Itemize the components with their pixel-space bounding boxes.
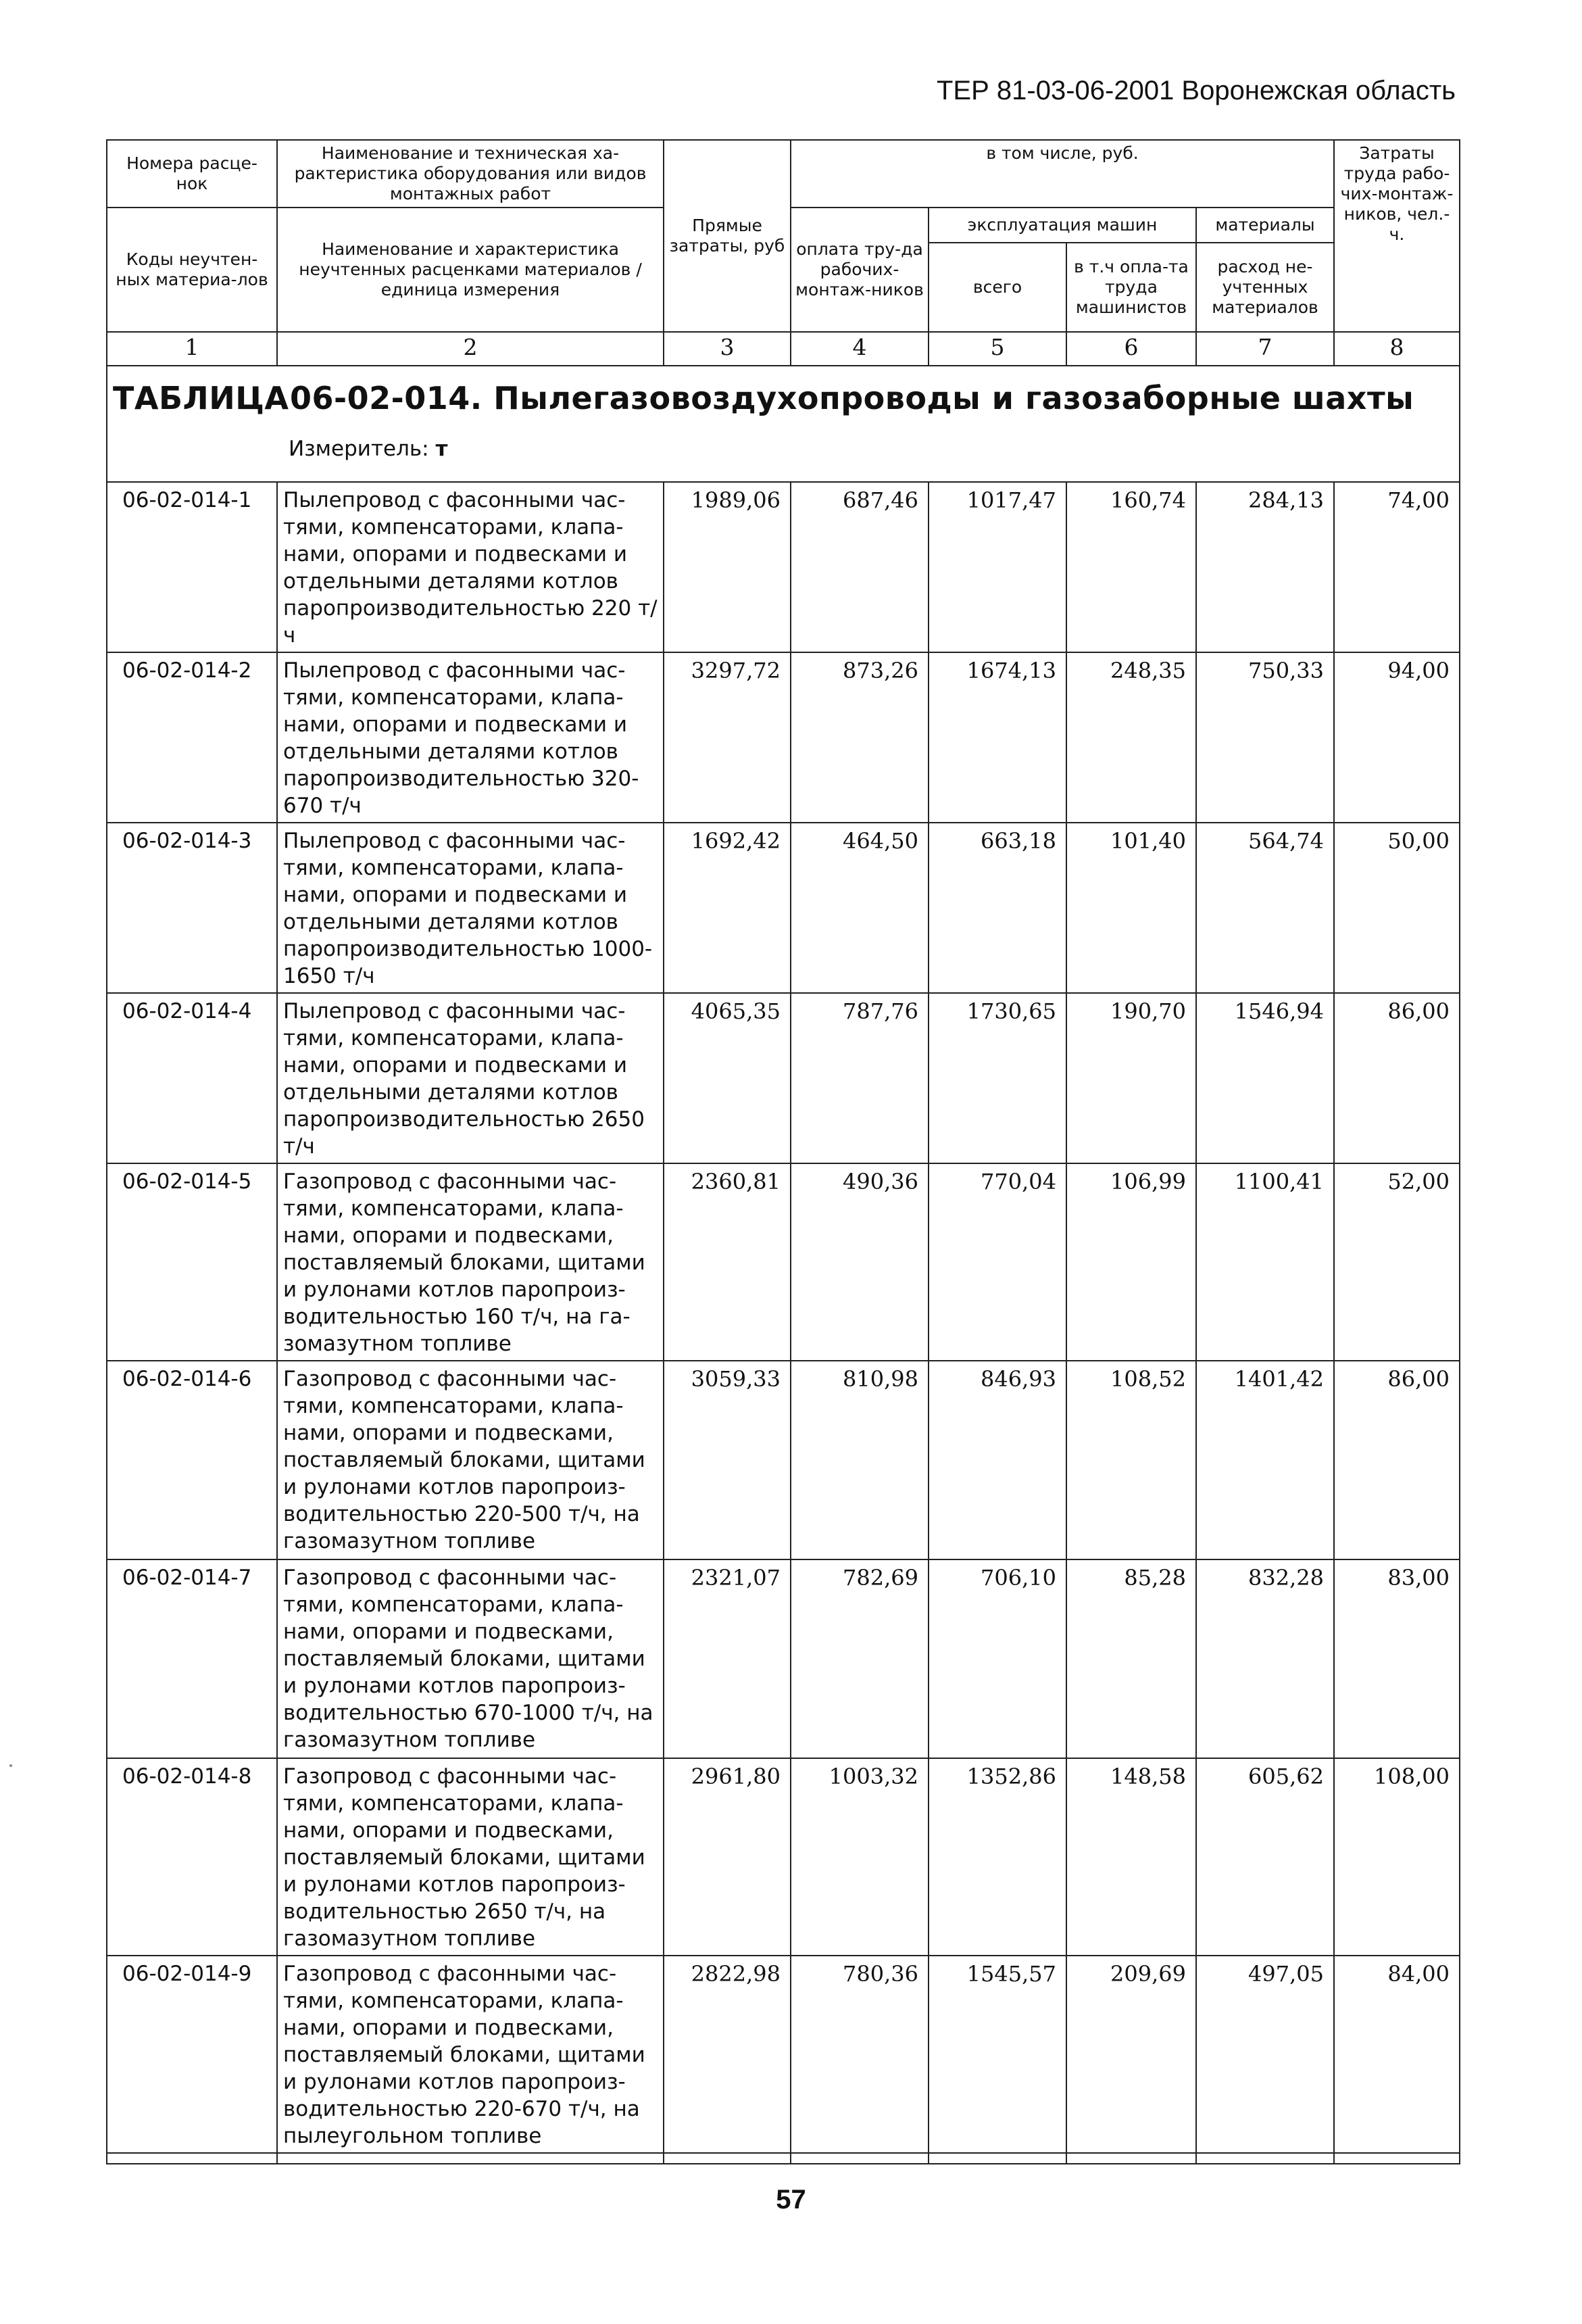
measurement-unit	[289, 437, 447, 461]
spacer-cell	[107, 2153, 277, 2164]
work-description: Пылепровод с фасонными час-тями, компенсаторами, клапа-нами, опорами и подвесками и отдельными деталями котлов паропроизводительностью 2650 т/ч	[277, 993, 664, 1163]
labor-hours-value: 108,00	[1334, 1758, 1460, 1956]
rate-code: 06-02-014-9	[107, 1956, 277, 2153]
column-number: 3	[664, 332, 791, 366]
rate-code: 06-02-014-6	[107, 1361, 277, 1559]
worker-pay-value: 780,36	[791, 1956, 929, 2153]
machinist-pay-value: 248,35	[1066, 652, 1196, 823]
column-number: 2	[277, 332, 664, 366]
meter-label: Измеритель:	[289, 437, 429, 461]
scan-speck	[9, 1764, 12, 1767]
labor-hours-value: 94,00	[1334, 652, 1460, 823]
header-labor-hours: Затраты труда рабо-чих-монтаж-ников, чел.-ч.	[1334, 140, 1460, 332]
direct-costs-value: 1692,42	[664, 823, 791, 993]
column-number: 7	[1196, 332, 1334, 366]
labor-hours-value: 50,00	[1334, 823, 1460, 993]
machinist-pay-value: 190,70	[1066, 993, 1196, 1163]
machines-total-value: 1674,13	[929, 652, 1066, 823]
machines-total-value: 770,04	[929, 1163, 1066, 1361]
page-number: 57	[776, 2185, 806, 2214]
materials-value: 832,28	[1196, 1559, 1334, 1758]
header-unaccounted-materials: расход не-учтенных материалов	[1196, 243, 1334, 332]
table-title-label: ТАБЛИЦА	[113, 380, 289, 416]
worker-pay-value: 782,69	[791, 1559, 929, 1758]
machines-total-value: 1730,65	[929, 993, 1066, 1163]
rate-code: 06-02-014-1	[107, 482, 277, 652]
worker-pay-value: 873,26	[791, 652, 929, 823]
machinist-pay-value: 108,52	[1066, 1361, 1196, 1559]
meter-unit: т	[435, 437, 448, 461]
direct-costs-value: 2360,81	[664, 1163, 791, 1361]
header-machines-total: всего	[929, 243, 1066, 332]
machines-total-value: 1352,86	[929, 1758, 1066, 1956]
spacer-cell	[1066, 2153, 1196, 2164]
direct-costs-value: 3297,72	[664, 652, 791, 823]
work-description: Газопровод с фасонными час-тями, компенсаторами, клапа-нами, опорами и подвесками, поставляемый блоками, щитами и рулонами котлов паропроиз-водительностью 160 т/ч, на га-зомазутном топливе	[277, 1163, 664, 1361]
table-row	[107, 1559, 1460, 1758]
spacer-cell	[664, 2153, 791, 2164]
materials-value: 284,13	[1196, 482, 1334, 652]
labor-hours-value: 84,00	[1334, 1956, 1460, 2153]
worker-pay-value: 787,76	[791, 993, 929, 1163]
rate-code: 06-02-014-8	[107, 1758, 277, 1956]
rate-code: 06-02-014-4	[107, 993, 277, 1163]
header-materials: материалы	[1196, 208, 1334, 243]
table-title	[113, 380, 1414, 416]
materials-value: 564,74	[1196, 823, 1334, 993]
labor-hours-value: 86,00	[1334, 993, 1460, 1163]
machines-total-value: 846,93	[929, 1361, 1066, 1559]
direct-costs-value: 2822,98	[664, 1956, 791, 2153]
machinist-pay-value: 106,99	[1066, 1163, 1196, 1361]
direct-costs-value: 2321,07	[664, 1559, 791, 1758]
table-row	[107, 1758, 1460, 1956]
worker-pay-value: 490,36	[791, 1163, 929, 1361]
materials-value: 1100,41	[1196, 1163, 1334, 1361]
rate-code: 06-02-014-7	[107, 1559, 277, 1758]
materials-value: 1546,94	[1196, 993, 1334, 1163]
work-description: Газопровод с фасонными час-тями, компенсаторами, клапа-нами, опорами и подвесками, поставляемый блоками, щитами и рулонами котлов паропроиз-водительностью 2650 т/ч, на газомазутном топливе	[277, 1758, 664, 1956]
table-title-text: 06-02-014. Пылегазовоздухопроводы и газозаборные шахты	[290, 380, 1414, 416]
direct-costs-value: 3059,33	[664, 1361, 791, 1559]
rate-code: 06-02-014-3	[107, 823, 277, 993]
column-number: 1	[107, 332, 277, 366]
spacer-cell	[791, 2153, 929, 2164]
header-col1-bottom: Коды неучтен-ных материа-лов	[107, 208, 277, 332]
work-description: Газопровод с фасонными час-тями, компенсаторами, клапа-нами, опорами и подвесками, поставляемый блоками, щитами и рулонами котлов паропроиз-водительностью 220-670 т/ч, на пылеугольном топливе	[277, 1956, 664, 2153]
spacer-cell	[1196, 2153, 1334, 2164]
table-row	[107, 1956, 1460, 2153]
direct-costs-value: 2961,80	[664, 1758, 791, 1956]
labor-hours-value: 83,00	[1334, 1559, 1460, 1758]
machinist-pay-value: 209,69	[1066, 1956, 1196, 2153]
machines-total-value: 706,10	[929, 1559, 1066, 1758]
work-description: Газопровод с фасонными час-тями, компенсаторами, клапа-нами, опорами и подвесками, поставляемый блоками, щитами и рулонами котлов паропроиз-водительностью 670-1000 т/ч, на газомазутном топливе	[277, 1559, 664, 1758]
rate-code: 06-02-014-5	[107, 1163, 277, 1361]
direct-costs-value: 1989,06	[664, 482, 791, 652]
header-direct-costs: Прямые затраты, руб	[664, 140, 791, 332]
machinist-pay-value: 148,58	[1066, 1758, 1196, 1956]
column-number: 5	[929, 332, 1066, 366]
table-bottom-spacer	[107, 2153, 1460, 2164]
header-machines: эксплуатация машин	[929, 208, 1196, 243]
header-worker-pay: оплата тру-да рабочих-монтаж-ников	[791, 208, 929, 332]
table-row	[107, 993, 1460, 1163]
work-description: Пылепровод с фасонными час-тями, компенсаторами, клапа-нами, опорами и подвесками и отдельными деталями котлов паропроизводительностью 1000-1650 т/ч	[277, 823, 664, 993]
column-number: 6	[1066, 332, 1196, 366]
table-title-block	[107, 366, 1460, 482]
machinist-pay-value: 101,40	[1066, 823, 1196, 993]
materials-value: 605,62	[1196, 1758, 1334, 1956]
spacer-cell	[1334, 2153, 1460, 2164]
machines-total-value: 1017,47	[929, 482, 1066, 652]
worker-pay-value: 1003,32	[791, 1758, 929, 1956]
direct-costs-value: 4065,35	[664, 993, 791, 1163]
work-description: Пылепровод с фасонными час-тями, компенсаторами, клапа-нами, опорами и подвесками и отдельными деталями котлов паропроизводительностью 220 т/ч	[277, 482, 664, 652]
column-number: 4	[791, 332, 929, 366]
worker-pay-value: 687,46	[791, 482, 929, 652]
materials-value: 497,05	[1196, 1956, 1334, 2153]
materials-value: 1401,42	[1196, 1361, 1334, 1559]
work-description: Пылепровод с фасонными час-тями, компенсаторами, клапа-нами, опорами и подвесками и отдельными деталями котлов паропроизводительностью 320-670 т/ч	[277, 652, 664, 823]
worker-pay-value: 810,98	[791, 1361, 929, 1559]
table-row	[107, 823, 1460, 993]
machines-total-value: 1545,57	[929, 1956, 1066, 2153]
spacer-cell	[277, 2153, 664, 2164]
labor-hours-value: 74,00	[1334, 482, 1460, 652]
header-including: в том числе, руб.	[791, 140, 1334, 208]
worker-pay-value: 464,50	[791, 823, 929, 993]
labor-hours-value: 52,00	[1334, 1163, 1460, 1361]
materials-value: 750,33	[1196, 652, 1334, 823]
table-row	[107, 1163, 1460, 1361]
machines-total-value: 663,18	[929, 823, 1066, 993]
labor-hours-value: 86,00	[1334, 1361, 1460, 1559]
rate-code: 06-02-014-2	[107, 652, 277, 823]
price-table	[106, 139, 1460, 2164]
header-col2-top: Наименование и техническая ха-рактеристика оборудования или видов монтажных работ	[277, 140, 664, 208]
machinist-pay-value: 85,28	[1066, 1559, 1196, 1758]
table-row	[107, 482, 1460, 652]
spacer-cell	[929, 2153, 1066, 2164]
header-col2-bottom: Наименование и характеристика неучтенных расценками материалов / единица измерения	[277, 208, 664, 332]
document-header: ТЕР 81-03-06-2001 Воронежская область	[936, 76, 1456, 105]
work-description: Газопровод с фасонными час-тями, компенсаторами, клапа-нами, опорами и подвесками, поставляемый блоками, щитами и рулонами котлов паропроиз-водительностью 220-500 т/ч, на газомазутном топливе	[277, 1361, 664, 1559]
header-machinist-pay: в т.ч опла-та труда машинистов	[1066, 243, 1196, 332]
header-col1-top: Номера расце-нок	[107, 140, 277, 208]
machinist-pay-value: 160,74	[1066, 482, 1196, 652]
table-row	[107, 652, 1460, 823]
column-number: 8	[1334, 332, 1460, 366]
table-row	[107, 1361, 1460, 1559]
